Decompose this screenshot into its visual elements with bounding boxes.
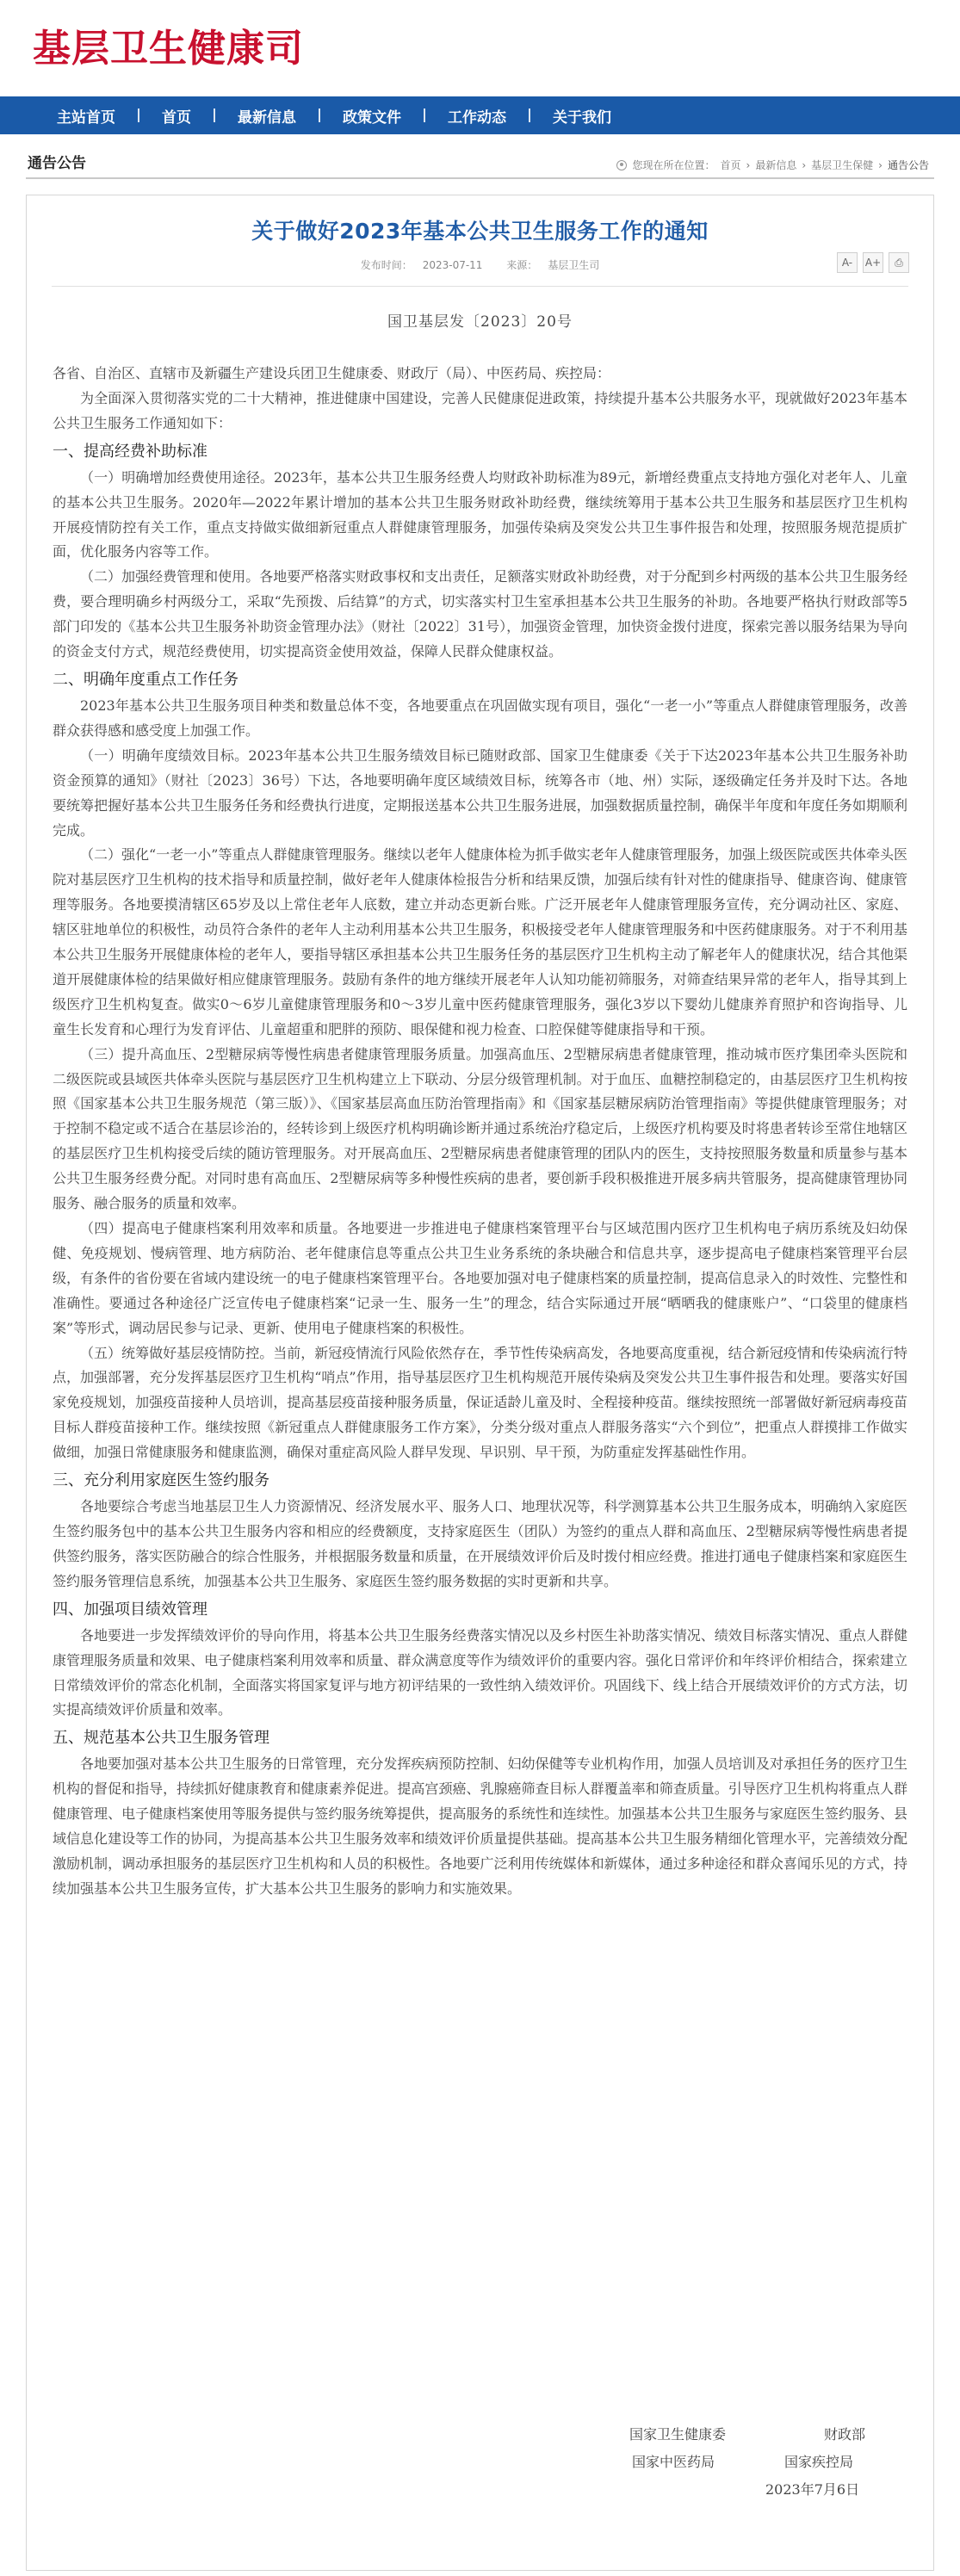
article-container — [26, 195, 934, 2571]
article-tools — [837, 252, 909, 273]
signer: 国家疾控局 — [784, 2454, 854, 2470]
nav-separator — [529, 108, 530, 122]
document-number: 国卫基层发〔2023〕20号 — [387, 313, 573, 331]
article-source: 基层卫生司 — [548, 259, 600, 271]
signer: 财政部 — [824, 2426, 866, 2443]
breadcrumb-item-current[interactable]: 通告公告 — [887, 159, 929, 171]
sign-date: 2023年7月6日 — [765, 2481, 860, 2498]
site-title[interactable]: 基层卫生健康司 — [33, 27, 304, 71]
paragraph: 2023年基本公共卫生服务项目种类和数量总体不变，各地要重点在巩固做实现有项目，强化“一老一小”等重点人群健康管理服务，改善群众获得感和感受度上加强工作。 — [53, 697, 907, 739]
breadcrumb-item-latest[interactable]: 最新信息 — [755, 159, 797, 171]
site-header — [0, 0, 960, 96]
signature-block — [27, 2424, 933, 2527]
nav-item-latest[interactable]: 最新信息 — [238, 108, 296, 127]
paragraph: （二）加强经费管理和使用。各地要严格落实财政事权和支出责任，足额落实财政补助经费，对于分配到乡村两级的基本公共卫生服务经费，要合理明确乡村两级分工，采取“先预拨、后结算”的方式，切实落实村卫生室承担基本公共卫生服务的补助。各地要严格执行财政部等5部门印发的《基本公共卫生服务补助资金管理办法》（财社〔2022〕31号），加强资金管理，加快资金拨付进度，探索完善以服务结果为导向的资金支付方式，规范经费使用，切实提高资金使用效益，保障人民群众健康权益。 — [53, 568, 907, 660]
signer: 国家中医药局 — [632, 2454, 715, 2470]
intro-paragraph: 为全面深入贯彻落实党的二十大精神，推进健康中国建设，完善人民健康促进政策，持续提升基本公共服务水平，现就做好2023年基本公共卫生服务工作通知如下： — [53, 389, 907, 431]
paragraph: 各地要进一步发挥绩效评价的导向作用，将基本公共卫生服务经费落实情况以及乡村医生补助落实情况、绩效目标落实情况、重点人群健康管理服务质量和效果、电子健康档案利用效率和质量、群众满意度等作为绩效评价的重要内容。强化日常评价和年终评价相结合，探索建立日常绩效评价的常态化机制，全面落实将国家复评与地方初评结果的一致性纳入绩效评价。巩固线下、线上结合开展绩效评价的方式方法，切实提高绩效评价质量和效率。 — [53, 1626, 907, 1718]
main-nav — [0, 96, 960, 134]
nav-item-main-home[interactable]: 主站首页 — [57, 108, 115, 127]
breadcrumb-separator: › — [802, 158, 807, 171]
paragraph: （一）明确年度绩效目标。2023年基本公共卫生服务绩效目标已随财政部、国家卫生健康委《关于下达2023年基本公共卫生服务补助资金预算的通知》（财社〔2023〕36号）下达，各地要明确年度区域绩效目标，统筹各市（地、州）实际，逐级确定任务并及时下达。各地要统筹把握好基本公共卫生服务任务和经费执行进度，定期报送基本公共卫生服务进展，加强数据质量控制，确保半年度和年度任务如期顺利完成。 — [53, 746, 907, 839]
font-increase-button[interactable]: A+ — [863, 252, 883, 273]
article-body — [27, 331, 933, 1902]
section-heading-3: 三、充分利用家庭医生签约服务 — [53, 1471, 269, 1490]
signer: 国家卫生健康委 — [629, 2426, 727, 2443]
paragraph: （四）提高电子健康档案利用效率和质量。各地要进一步推进电子健康档案管理平台与区域范围内医疗卫生机构电子病历系统及妇幼保健、免疫规划、慢病管理、地方病防治、老年健康信息等重点公共卫生业务系统的条块融合和信息共享，逐步提高电子健康档案管理平台层级，有条件的省份要在省域内建设统一的电子健康档案管理平台。各地要加强对电子健康档案的质量控制，提高信息录入的时效性、完整性和准确性。要通过各种途径广泛宣传电子健康档案“记录一生、服务一生”的理念，结合实际通过开展“晒晒我的健康账户”、“口袋里的健康档案”等形式，调动居民参与记录、更新、使用电子健康档案的积极性。 — [53, 1220, 907, 1336]
nav-item-about[interactable]: 关于我们 — [553, 108, 611, 127]
paragraph: （五）统筹做好基层疫情防控。当前，新冠疫情流行风险依然存在，季节性传染病高发，各地要高度重视，结合新冠疫情和传染病流行特点，加强部署，充分发挥基层医疗卫生机构“哨点”作用，指导基层医疗卫生机构规范开展传染病及突发公共卫生事件报告和处理。要落实好国家免疫规划，加强疫苗接种人员培训，提高基层疫苗接种服务质量，保证适龄儿童及时、全程接种疫苗。继续按照统一部署做好新冠病毒疫苗目标人群疫苗接种工作。继续按照《新冠重点人群健康服务工作方案》，分类分级对重点人群服务落实“六个到位”，把重点人群摸排工作做实做细，加强日常健康服务和健康监测，确保对重症高风险人群早发现、早识别、早干预，为防重症发挥基础性作用。 — [53, 1344, 907, 1461]
section-heading-5: 五、规范基本公共卫生服务管理 — [53, 1729, 269, 1748]
nav-item-news[interactable]: 工作动态 — [448, 108, 506, 127]
nav-separator — [424, 108, 425, 122]
breadcrumb-prefix: 您现在所在位置： — [632, 159, 715, 171]
source-label: 来源： — [506, 259, 538, 271]
nav-separator — [138, 108, 139, 122]
publish-date: 2023-07-11 — [422, 259, 483, 271]
publish-label: 发布时间： — [360, 259, 412, 271]
nav-item-home[interactable]: 首页 — [162, 108, 191, 127]
salutation: 各省、自治区、直辖市及新疆生产建设兵团卫生健康委、财政厅（局）、中医药局、疾控局： — [53, 365, 611, 381]
section-header — [26, 145, 934, 179]
title-divider — [52, 286, 908, 287]
print-icon[interactable]: ⎙ — [889, 252, 909, 273]
paragraph: （三）提升高血压、2型糖尿病等慢性病患者健康管理服务质量。加强高血压、2型糖尿病患者健康管理，推动城市医疗集团牵头医院和二级医院或县域医共体牵头医院与基层医疗卫生机构建立上下联动、分层分级管理机制。对于血压、血糖控制稳定的，由基层医疗卫生机构按照《国家基本公共卫生服务规范（第三版）》、《国家基层高血压防治管理指南》和《国家基层糖尿病防治管理指南》等提供健康管理服务；对于控制不稳定或不适合在基层诊治的，经转诊到上级医疗机构明确诊断并通过系统治疗稳定后，上级医疗机构要及时将患者转诊至常住地辖区的基层医疗卫生机构接受后续的随访管理服务。对开展高血压、2型糖尿病患者健康管理的团队内的医生，支持按照服务数量和质量参与基本公共卫生服务经费分配。对同时患有高血压、2型糖尿病等多种慢性疾病的患者，要创新手段积极推进开展多病共管服务，提高健康管理协同服务、融合服务的质量和效率。 — [53, 1045, 907, 1212]
paragraph: （一）明确增加经费使用途径。2023年，基本公共卫生服务经费人均财政补助标准为89元，新增经费重点支持地方强化对老年人、儿童的基本公共卫生服务。2020年—2022年累计增加的基本公共卫生服务财政补助经费，继续统筹用于基本公共卫生服务和基层医疗卫生机构开展疫情防控有关工作，重点支持做实做细新冠重点人群健康管理服务，加强传染病及突发公共卫生事件报告和处理，按照服务规范提质扩面，优化服务内容等工作。 — [53, 468, 907, 560]
breadcrumb-item-home[interactable]: 首页 — [720, 159, 741, 171]
article-title: 关于做好2023年基本公共卫生服务工作的通知 — [251, 219, 709, 244]
section-heading-2: 二、明确年度重点工作任务 — [53, 670, 238, 689]
location-icon — [616, 160, 627, 170]
section-heading-1: 一、提高经费补助标准 — [53, 442, 207, 461]
paragraph: （二）强化“一老一小”等重点人群健康管理服务。继续以老年人健康体检为抓手做实老年人健康管理服务，加强上级医院或医共体牵头医院对基层医疗卫生机构的技术指导和质量控制，做好老年人健康体检报告分析和结果反馈，加强后续有针对性的健康指导、健康咨询、健康管理等服务。各地要摸清辖区65岁及以上常住老年人底数，建立并动态更新台账。广泛开展老年人健康管理服务宣传，充分调动社区、家庭、辖区驻地单位的积极性，动员符合条件的老年人主动利用基本公共卫生服务，积极接受老年人健康管理服务和中医药健康服务。对于不利用基本公共卫生服务开展健康体检的老年人，要指导辖区承担基本公共卫生服务任务的基层医疗卫生机构主动了解老年人的健康状况，结合其他渠道开展健康体检的结果做好相应健康管理服务。鼓励有条件的地方继续开展老年人认知功能初筛服务，对筛查结果异常的老年人，指导其到上级医疗卫生机构复查。做实0～6岁儿童健康管理服务和0～3岁儿童中医药健康管理服务，强化3岁以下婴幼儿健康养育照护和咨询指导、儿童生长发育和心理行为发育评估、儿童超重和肥胖的预防、眼保健和视力检查、口腔保健等健康指导和干预。 — [53, 846, 907, 1037]
article-meta — [27, 257, 933, 272]
section-label: 通告公告 — [28, 155, 86, 172]
section-heading-4: 四、加强项目绩效管理 — [53, 1600, 207, 1619]
breadcrumb-separator: › — [746, 158, 751, 171]
breadcrumb-item-category[interactable]: 基层卫生保健 — [811, 159, 874, 171]
nav-item-policy[interactable]: 政策文件 — [343, 108, 401, 127]
paragraph: 各地要加强对基本公共卫生服务的日常管理，充分发挥疾病预防控制、妇幼保健等专业机构作用，加强人员培训及对承担任务的医疗卫生机构的督促和指导，持续抓好健康教育和健康素养促进。提高宫颈癌、乳腺癌筛查目标人群覆盖率和筛查质量。引导医疗卫生机构将重点人群健康管理、电子健康档案使用等服务提供与签约服务统筹提供，提高服务的系统性和连续性。加强基本公共卫生服务与家庭医生签约服务、县域信息化建设等工作的协同，为提高基本公共卫生服务效率和绩效评价质量提供基础。提高基本公共卫生服务精细化管理水平，完善绩效分配激励机制，调动承担服务的基层医疗卫生机构和人员的积极性。各地要广泛利用传统媒体和新媒体，通过多种途径和群众喜闻乐见的方式，持续加强基本公共卫生服务宣传，扩大基本公共卫生服务的影响力和实施效果。 — [53, 1756, 907, 1897]
nav-separator — [319, 108, 320, 122]
breadcrumb-separator: › — [878, 158, 883, 171]
font-decrease-button[interactable]: A- — [837, 252, 858, 273]
nav-separator — [214, 108, 215, 122]
breadcrumb — [616, 158, 934, 172]
paragraph: 各地要综合考虑当地基层卫生人力资源情况、经济发展水平、服务人口、地理状况等，科学测算基本公共卫生服务成本，明确纳入家庭医生签约服务包中的基本公共卫生服务内容和相应的经费额度，支持家庭医生（团队）为签约的重点人群和高血压、2型糖尿病等慢性病患者提供签约服务，落实医防融合的综合性服务，并根据服务数量和质量，在开展绩效评价后及时拨付相应经费。推进打通电子健康档案和家庭医生签约服务管理信息系统，加强基本公共卫生服务、家庭医生签约服务数据的实时更新和共享。 — [53, 1498, 907, 1589]
